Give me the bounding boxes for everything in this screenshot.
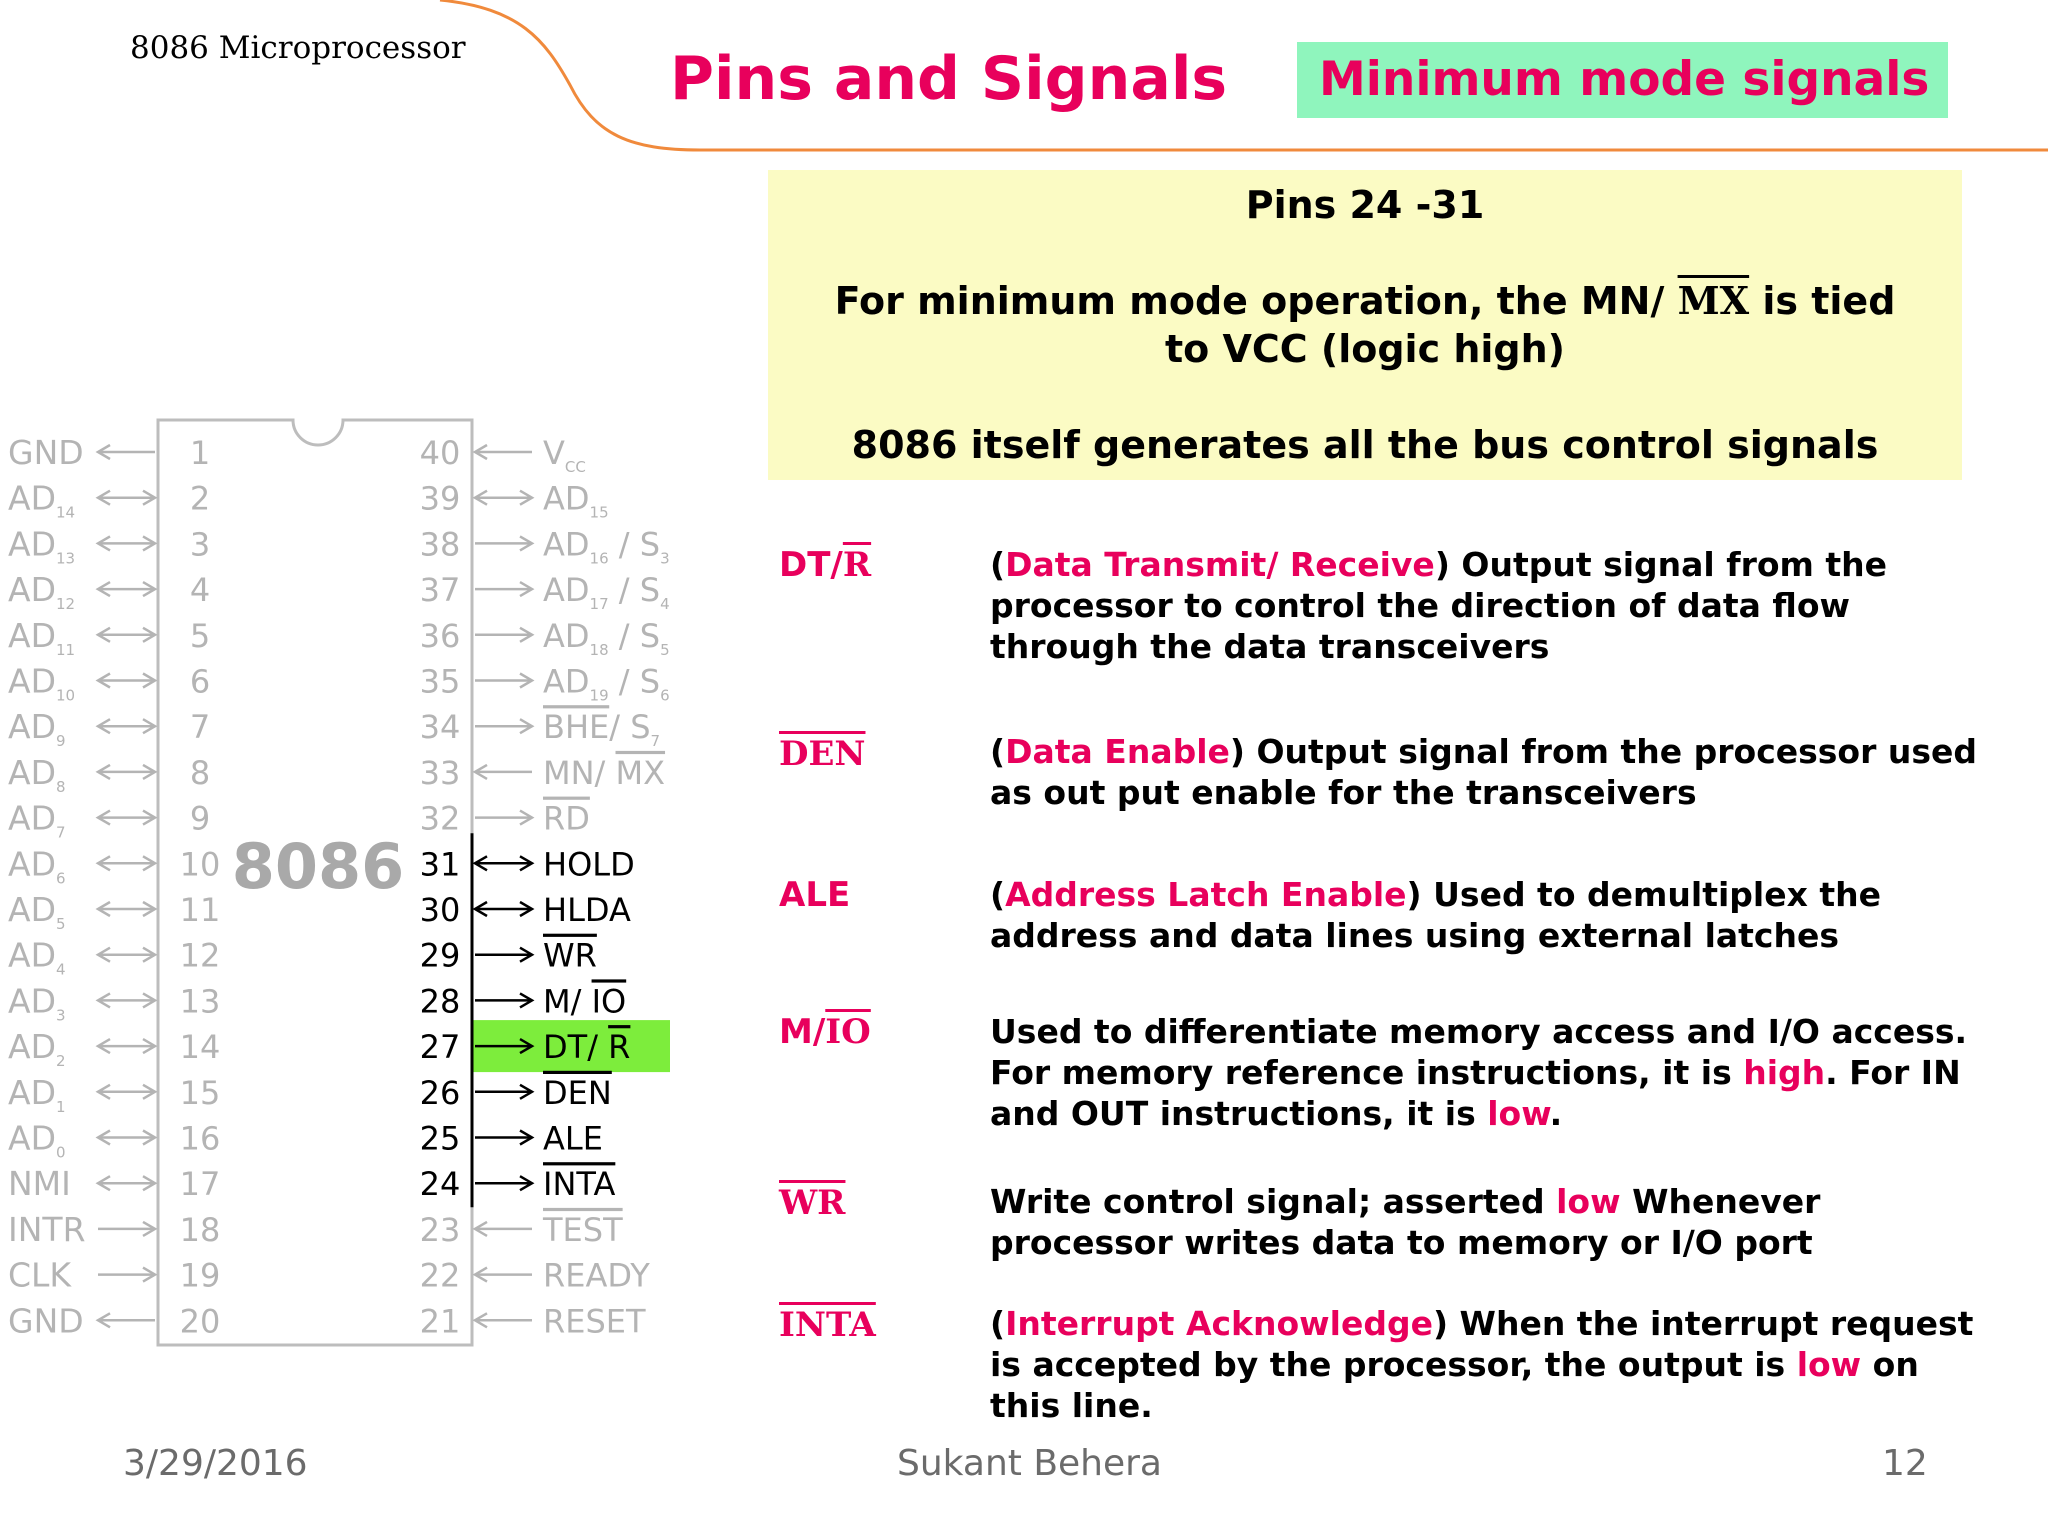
right-pin-arrow-37 bbox=[475, 582, 532, 596]
left-pin-name-6 bbox=[8, 662, 75, 705]
right-pin-arrow-23 bbox=[475, 1222, 532, 1236]
right-pin-name-part-40-0: V bbox=[543, 434, 565, 472]
right-pin-number-38: 38 bbox=[419, 525, 461, 564]
left-pin-arrow-20 bbox=[98, 1313, 155, 1327]
mode-badge-label: Minimum mode signals bbox=[1319, 52, 1930, 107]
right-pin-name-part-38-1: 16 bbox=[589, 549, 609, 568]
left-pin-name-18 bbox=[8, 1210, 86, 1249]
inta-text-1: When the interrupt request is accepted by the processor, the output is bbox=[990, 1304, 1974, 1384]
den-paren-open: ( bbox=[990, 732, 1006, 771]
right-pin-arrow-26 bbox=[475, 1085, 532, 1099]
right-pin-name-22 bbox=[543, 1257, 650, 1295]
right-pin-name-27 bbox=[543, 1028, 630, 1066]
left-pin-number-13: 13 bbox=[179, 982, 221, 1021]
right-pin-number-25: 25 bbox=[419, 1119, 461, 1158]
right-pin-name-part-38-0: AD bbox=[543, 525, 590, 564]
left-pin-name-main-15: AD bbox=[8, 1072, 56, 1112]
right-pin-name-part-38-2: / S bbox=[608, 525, 661, 564]
right-pin-arrow-30 bbox=[475, 902, 532, 916]
signal-name-ale: ALE bbox=[779, 875, 851, 915]
right-pin-name-part-35-2: / S bbox=[608, 662, 661, 701]
right-pin-name-part-33-1: MX bbox=[615, 753, 666, 792]
signal-desc-wr bbox=[990, 1181, 1980, 1263]
wr-word-low: low bbox=[1556, 1182, 1621, 1221]
left-pin-number-11: 11 bbox=[179, 891, 221, 929]
right-pin-name-part-35-1: 19 bbox=[589, 686, 609, 705]
right-pin-number-36: 36 bbox=[419, 616, 461, 655]
right-pin-name-part-28-0: M/ bbox=[543, 982, 592, 1021]
mio-word-high: high bbox=[1743, 1053, 1826, 1092]
right-pin-number-24: 24 bbox=[419, 1165, 461, 1204]
left-pin-name-9 bbox=[8, 799, 66, 842]
right-pin-arrow-24 bbox=[475, 1176, 532, 1190]
right-pin-name-part-34-0: BHE bbox=[543, 708, 610, 747]
right-pin-name-part-36-2: / S bbox=[608, 616, 661, 655]
right-pin-name-part-25-0: ALE bbox=[543, 1119, 603, 1158]
left-pin-name-main-8: AD bbox=[8, 752, 56, 792]
left-pin-name-14 bbox=[8, 1027, 66, 1070]
left-pin-name-main-1: GND bbox=[8, 433, 84, 472]
left-pin-number-17: 17 bbox=[179, 1165, 221, 1204]
dtr-term: Data Transmit/ Receive bbox=[1005, 545, 1435, 584]
right-pin-arrow-36 bbox=[475, 628, 532, 642]
left-pin-name-main-4: AD bbox=[8, 570, 56, 610]
slide-title: Pins and Signals bbox=[670, 44, 1228, 114]
signal-desc-ale bbox=[990, 874, 1980, 956]
dtr-rest: Output signal from the processor to control the direction of data flow through the data transceivers bbox=[990, 545, 1888, 666]
left-pin-name-main-18: INTR bbox=[8, 1209, 86, 1249]
footer-author: Sukant Behera bbox=[897, 1443, 1162, 1484]
right-pin-number-27: 27 bbox=[419, 1028, 461, 1067]
left-pin-name-12 bbox=[8, 936, 66, 979]
right-pin-name-part-37-3: 4 bbox=[660, 595, 670, 614]
left-pin-number-12: 12 bbox=[179, 936, 221, 975]
left-pin-name-sub-9: 7 bbox=[56, 823, 66, 842]
left-pin-name-10 bbox=[8, 844, 66, 887]
right-pin-name-25 bbox=[543, 1120, 603, 1158]
left-pin-name-sub-8: 8 bbox=[56, 777, 66, 796]
left-pin-arrow-13 bbox=[98, 993, 155, 1007]
left-pin-name-main-7: AD bbox=[8, 707, 56, 747]
right-pin-name-part-39-1: 15 bbox=[589, 503, 609, 522]
mx-overbar-text: $\overline{MX}$ bbox=[1677, 278, 1750, 323]
left-pin-name-sub-13: 3 bbox=[56, 1006, 66, 1025]
right-pin-name-32 bbox=[543, 800, 590, 838]
signal-name-wr bbox=[779, 1183, 845, 1223]
mio-text-3: . bbox=[1549, 1094, 1563, 1133]
right-pin-name-39 bbox=[543, 480, 609, 522]
left-pin-name-main-14: AD bbox=[8, 1027, 56, 1067]
left-pin-name-sub-15: 1 bbox=[56, 1097, 66, 1116]
den-rest: Output signal from the processor used as out put enable for the transceivers bbox=[990, 732, 1978, 812]
chip-svg bbox=[0, 410, 700, 1360]
right-pin-arrow-29 bbox=[475, 948, 532, 962]
right-pin-name-26 bbox=[543, 1074, 612, 1112]
left-pin-arrow-3 bbox=[98, 536, 155, 550]
right-pin-name-29 bbox=[543, 937, 597, 975]
right-pin-name-part-35-0: AD bbox=[543, 662, 590, 701]
info-heading: Pins 24 -31 bbox=[1245, 183, 1485, 227]
right-pin-name-part-27-1: R bbox=[608, 1028, 631, 1067]
right-pin-number-21: 21 bbox=[419, 1302, 461, 1341]
left-pin-number-3: 3 bbox=[189, 525, 211, 564]
left-pin-name-main-13: AD bbox=[8, 981, 56, 1021]
right-pin-number-26: 26 bbox=[419, 1073, 461, 1112]
left-pin-name-main-3: AD bbox=[8, 524, 56, 564]
inta-paren-open: ( bbox=[990, 1304, 1006, 1343]
den-paren-close: ) bbox=[1229, 732, 1245, 771]
left-pin-name-3 bbox=[8, 524, 75, 567]
inta-paren-close: ) bbox=[1432, 1304, 1449, 1343]
left-pin-name-5 bbox=[8, 616, 75, 659]
right-pin-name-part-39-0: AD bbox=[543, 479, 590, 518]
right-pin-number-39: 39 bbox=[419, 479, 461, 518]
right-pin-number-30: 30 bbox=[419, 891, 461, 929]
inta-name-bar: INTA bbox=[779, 1305, 876, 1345]
left-pin-arrow-12 bbox=[98, 948, 155, 962]
left-pin-name-2 bbox=[8, 479, 75, 522]
inta-term: Interrupt Acknowledge bbox=[1005, 1304, 1433, 1343]
left-pin-name-main-11: AD bbox=[8, 890, 56, 929]
left-pin-number-1: 1 bbox=[189, 434, 211, 472]
left-pin-number-9: 9 bbox=[189, 799, 211, 838]
right-pin-number-33: 33 bbox=[419, 753, 461, 792]
right-pin-name-part-32-0: RD bbox=[543, 799, 590, 838]
right-pin-name-part-21-0: RESET bbox=[543, 1302, 646, 1341]
right-pin-arrow-28 bbox=[475, 993, 532, 1007]
left-pin-name-13 bbox=[8, 981, 66, 1024]
right-pin-name-part-36-1: 18 bbox=[589, 640, 609, 659]
right-pin-name-28 bbox=[543, 982, 626, 1020]
left-pin-number-10: 10 bbox=[179, 845, 221, 884]
dtr-paren-close: ) bbox=[1434, 545, 1450, 584]
left-pin-name-main-2: AD bbox=[8, 478, 56, 518]
left-pin-number-18: 18 bbox=[179, 1210, 221, 1249]
left-pin-name-sub-7: 9 bbox=[56, 732, 66, 751]
right-pin-name-33 bbox=[543, 754, 665, 792]
mio-text-2: . For IN and OUT instructions, it is bbox=[990, 1053, 1961, 1133]
right-pin-name-30 bbox=[543, 891, 631, 929]
left-pin-name-4 bbox=[8, 570, 75, 613]
info-line-3: 8086 itself generates all the bus control signals bbox=[851, 423, 1879, 467]
right-pin-name-24 bbox=[543, 1165, 615, 1203]
signal-desc-mio bbox=[990, 1011, 1980, 1134]
left-pin-number-2: 2 bbox=[189, 479, 211, 518]
left-pin-name-sub-14: 2 bbox=[56, 1052, 66, 1071]
info-box bbox=[768, 170, 1962, 480]
footer-page-number: 12 bbox=[1882, 1443, 1928, 1484]
right-pin-name-40 bbox=[543, 434, 586, 476]
right-pin-number-32: 32 bbox=[419, 799, 461, 838]
left-pin-name-sub-16: 0 bbox=[56, 1143, 66, 1162]
right-pin-name-part-37-0: AD bbox=[543, 571, 590, 610]
left-pin-arrow-14 bbox=[98, 1039, 155, 1053]
right-pin-name-36 bbox=[543, 617, 670, 659]
right-pin-name-part-36-0: AD bbox=[543, 616, 590, 655]
left-pin-name-main-17: NMI bbox=[8, 1164, 71, 1204]
signal-desc-inta bbox=[990, 1303, 1980, 1426]
ale-paren-close: ) bbox=[1406, 875, 1422, 914]
left-pin-name-17 bbox=[8, 1164, 71, 1203]
dtr-name-bar: $\overline{R}$ bbox=[842, 545, 872, 585]
left-pin-number-4: 4 bbox=[189, 571, 211, 610]
mio-word-low: low bbox=[1487, 1094, 1550, 1133]
left-pin-arrow-1 bbox=[98, 445, 155, 459]
mio-name-bar: $\overline{IO}$ bbox=[825, 1012, 871, 1052]
wr-name-bar: $\overline{WR}$ bbox=[779, 1183, 846, 1223]
right-pin-name-part-22-0: READY bbox=[543, 1256, 650, 1295]
mode-badge bbox=[1297, 42, 1948, 118]
left-pin-number-20: 20 bbox=[179, 1302, 221, 1341]
left-pin-arrow-9 bbox=[98, 811, 155, 825]
right-pin-number-28: 28 bbox=[419, 982, 461, 1021]
signal-name-mio bbox=[779, 1012, 871, 1052]
right-pin-arrow-35 bbox=[475, 674, 532, 688]
left-pin-name-sub-2: 14 bbox=[56, 503, 76, 522]
right-pin-name-part-35-3: 6 bbox=[660, 686, 670, 705]
left-pin-name-sub-4: 12 bbox=[56, 595, 76, 614]
right-pin-name-part-40-1: CC bbox=[564, 458, 586, 476]
left-pin-number-5: 5 bbox=[189, 616, 211, 655]
left-pin-name-sub-6: 10 bbox=[56, 686, 76, 705]
inta-text-2: on this line. bbox=[990, 1345, 1919, 1425]
left-pin-number-8: 8 bbox=[189, 753, 211, 792]
right-pin-arrow-22 bbox=[475, 1268, 532, 1282]
right-pin-arrow-38 bbox=[475, 536, 532, 550]
inta-word-low: low bbox=[1796, 1345, 1862, 1384]
left-pin-name-15 bbox=[8, 1073, 66, 1116]
info-line-1 bbox=[768, 278, 1962, 324]
mio-text-1: Used to differentiate memory access and I/O access. For memory reference instructions, it is bbox=[990, 1012, 1968, 1092]
right-pin-number-23: 23 bbox=[419, 1210, 461, 1249]
left-pin-name-1 bbox=[8, 433, 84, 472]
left-pin-name-main-9: AD bbox=[8, 798, 56, 838]
signal-name-den bbox=[779, 734, 865, 774]
chip-label: 8086 bbox=[231, 830, 405, 903]
dtr-paren-open: ( bbox=[990, 545, 1006, 584]
left-pin-number-14: 14 bbox=[179, 1028, 221, 1067]
left-pin-name-8 bbox=[8, 753, 66, 796]
right-pin-arrow-40 bbox=[475, 445, 532, 459]
left-pin-name-main-19: CLK bbox=[8, 1255, 72, 1295]
left-pin-name-11 bbox=[8, 890, 66, 933]
right-pin-name-part-37-1: 17 bbox=[589, 595, 609, 614]
right-pin-arrow-39 bbox=[475, 491, 532, 505]
left-pin-arrow-8 bbox=[98, 765, 155, 779]
right-pin-number-31: 31 bbox=[419, 845, 461, 884]
right-pin-name-part-36-3: 5 bbox=[660, 640, 670, 659]
left-pin-name-7 bbox=[8, 707, 66, 750]
right-pin-number-35: 35 bbox=[419, 662, 461, 701]
left-pin-number-19: 19 bbox=[179, 1256, 221, 1295]
signal-desc-den bbox=[990, 731, 1980, 813]
right-pin-number-29: 29 bbox=[419, 936, 461, 975]
right-pin-name-23 bbox=[542, 1211, 623, 1249]
right-pin-name-part-23-0: TEST bbox=[543, 1210, 623, 1249]
left-pin-arrow-19 bbox=[98, 1268, 155, 1282]
left-pin-name-sub-3: 13 bbox=[56, 549, 76, 568]
right-pin-number-37: 37 bbox=[419, 571, 461, 610]
right-pin-name-part-31-0: HOLD bbox=[543, 845, 635, 884]
mio-name-pre: M/ bbox=[779, 1012, 826, 1052]
wr-text-2: Whenever processor writes data to memory or I/O port bbox=[990, 1182, 1821, 1262]
right-pin-name-part-33-0: MN/ bbox=[543, 753, 616, 792]
right-pin-name-37 bbox=[543, 571, 670, 613]
right-pin-name-21 bbox=[543, 1302, 646, 1340]
left-pin-arrow-7 bbox=[98, 719, 155, 733]
left-pin-number-16: 16 bbox=[179, 1119, 221, 1158]
left-pin-arrow-5 bbox=[98, 628, 155, 642]
left-pin-arrow-6 bbox=[98, 674, 155, 688]
dtr-name-pre: DT/ bbox=[779, 545, 843, 585]
left-pin-arrow-15 bbox=[98, 1085, 155, 1099]
right-pin-arrow-33 bbox=[475, 765, 532, 779]
right-pin-arrow-21 bbox=[475, 1313, 532, 1327]
right-pin-name-35 bbox=[543, 663, 670, 705]
wr-text-1: Write control signal; asserted bbox=[990, 1182, 1557, 1221]
left-pin-arrow-16 bbox=[98, 1131, 155, 1145]
left-pin-name-sub-10: 6 bbox=[56, 869, 66, 888]
left-pin-arrow-17 bbox=[98, 1176, 155, 1190]
right-pin-name-part-30-0: HLDA bbox=[543, 891, 631, 929]
left-pin-name-sub-11: 5 bbox=[56, 915, 66, 933]
right-pin-name-34 bbox=[543, 708, 660, 750]
ale-rest: Used to demultiplex the address and data lines using external latches bbox=[990, 875, 1882, 955]
signal-name-dtr bbox=[779, 545, 871, 585]
left-pin-arrow-2 bbox=[98, 491, 155, 505]
left-pin-name-sub-12: 4 bbox=[56, 960, 66, 979]
signal-desc-dtr bbox=[990, 544, 1980, 667]
chip-pinout-diagram bbox=[0, 410, 700, 1360]
right-pin-name-part-29-0: WR bbox=[543, 936, 597, 975]
right-pin-name-31 bbox=[543, 845, 635, 883]
left-pin-name-main-16: AD bbox=[8, 1118, 56, 1158]
signal-name-inta bbox=[779, 1305, 876, 1345]
right-pin-name-part-34-1: / S bbox=[609, 708, 651, 747]
right-pin-arrow-32 bbox=[475, 811, 532, 825]
left-pin-arrow-11 bbox=[98, 902, 155, 916]
right-pin-name-part-27-0: DT/ bbox=[543, 1028, 609, 1067]
left-pin-name-sub-5: 11 bbox=[56, 640, 76, 659]
right-pin-name-part-34-2: 7 bbox=[650, 732, 661, 751]
right-pin-arrow-34 bbox=[475, 719, 532, 733]
right-pin-number-34: 34 bbox=[419, 708, 461, 747]
right-pin-number-22: 22 bbox=[419, 1256, 461, 1295]
left-pin-number-7: 7 bbox=[189, 708, 211, 747]
info-line-1-post: is tied bbox=[1749, 279, 1896, 323]
left-pin-number-6: 6 bbox=[189, 662, 211, 701]
right-pin-number-40: 40 bbox=[419, 434, 461, 472]
left-pin-name-main-10: AD bbox=[8, 844, 56, 884]
right-pin-name-part-38-3: 3 bbox=[660, 549, 670, 568]
info-line-1-pre: For minimum mode operation, the MN/ bbox=[834, 279, 1678, 323]
left-pin-name-main-6: AD bbox=[8, 661, 56, 701]
den-name-bar: $\overline{DEN}$ bbox=[779, 734, 866, 774]
left-pin-arrow-18 bbox=[98, 1222, 155, 1236]
left-pin-name-19 bbox=[8, 1256, 72, 1295]
right-pin-name-part-26-0: DEN bbox=[543, 1073, 612, 1112]
left-pin-number-15: 15 bbox=[179, 1073, 221, 1112]
left-pin-arrow-4 bbox=[98, 582, 155, 596]
left-pin-name-main-20: GND bbox=[8, 1301, 84, 1341]
right-pin-name-38 bbox=[543, 525, 670, 567]
left-pin-arrow-10 bbox=[98, 856, 155, 870]
right-pin-name-part-24-0: INTA bbox=[543, 1165, 616, 1204]
right-pin-name-part-37-2: / S bbox=[608, 571, 661, 610]
ale-term: Address Latch Enable bbox=[1005, 875, 1407, 914]
footer-date: 3/29/2016 bbox=[123, 1443, 308, 1484]
left-pin-name-20 bbox=[8, 1301, 84, 1340]
right-pin-arrow-31 bbox=[475, 856, 532, 870]
right-pin-name-part-28-1: IO bbox=[591, 982, 627, 1021]
info-line-2: to VCC (logic high) bbox=[1164, 327, 1566, 371]
left-pin-name-main-12: AD bbox=[8, 935, 56, 975]
left-pin-name-16 bbox=[8, 1119, 66, 1162]
right-pin-arrow-25 bbox=[475, 1131, 532, 1145]
ale-paren-open: ( bbox=[990, 875, 1006, 914]
left-pin-name-main-5: AD bbox=[8, 615, 56, 655]
den-term: Data Enable bbox=[1005, 732, 1230, 771]
course-title: 8086 Microprocessor bbox=[130, 30, 466, 66]
